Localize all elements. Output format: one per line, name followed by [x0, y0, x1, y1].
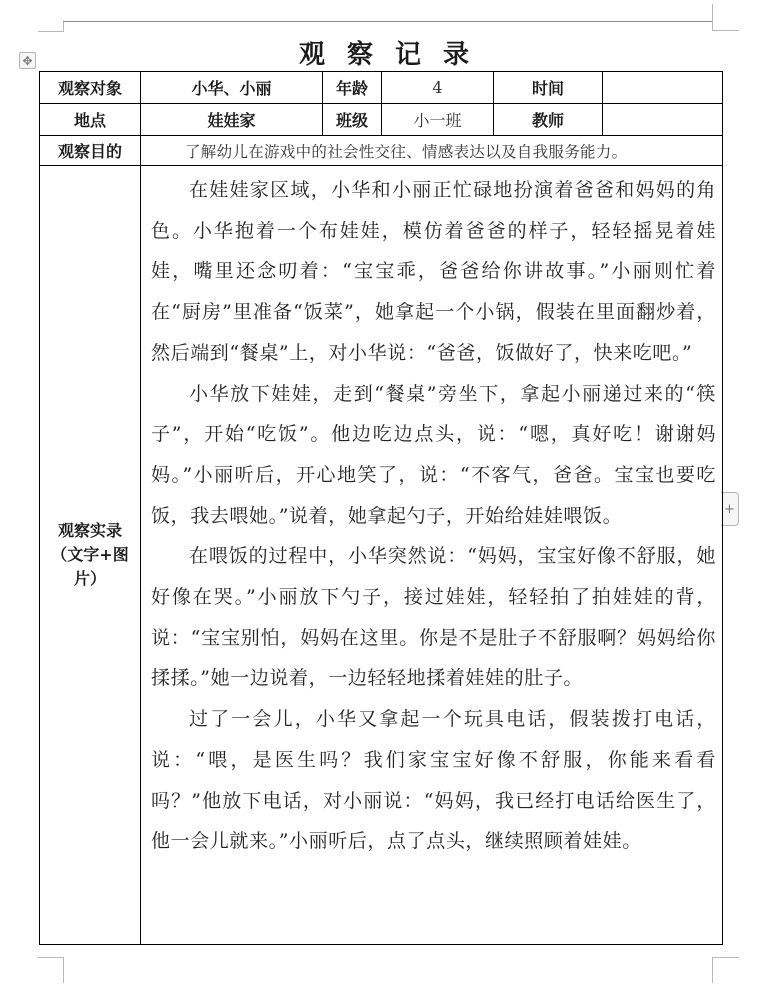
teacher-value-cell[interactable] [603, 104, 723, 136]
age-label: 年龄 [323, 72, 382, 104]
record-label-line-3: 片） [73, 569, 106, 588]
age-value-cell[interactable]: 4 [382, 72, 494, 104]
time-value-cell[interactable] [603, 72, 723, 104]
purpose-label: 观察目的 [40, 136, 141, 166]
table-move-handle-icon[interactable]: ✥ [19, 52, 36, 69]
record-label [40, 166, 141, 945]
record-paragraph: 小华放下娃娃，走到“餐桌”旁坐下，拿起小丽递过来的“筷子”，开始“吃饭”。他边吃边点头，说：“嗯，真好吃！谢谢妈妈。”小丽听后，开心地笑了，说：“不客气，爸爸。宝宝也要吃饭，我去喂她。”说着，她拿起勺子，开始给娃娃喂饭。 [151, 382, 716, 527]
header-margin-line [63, 21, 713, 22]
page-corner-mark-top-left [38, 22, 64, 32]
record-paragraph: 过了一会儿，小华又拿起一个玩具电话，假装拨打电话，说：“喂，是医生吗？我们家宝宝好像不舒服，你能来看看吗？”他放下电话，对小丽说：“妈妈，我已经打电话给医生了，他一会儿就来。”小丽听后，点了点头，继续照顾着娃娃。 [151, 708, 716, 853]
record-paragraph: 在娃娃家区域，小华和小丽正忙碌地扮演着爸爸和妈妈的角色。小华抱着一个布娃娃，模仿着爸爸的样子，轻轻摇晃着娃娃，嘴里还念叨着：“宝宝乖，爸爸给你讲故事。”小丽则忙着在“厨房”里准备“饭菜”，她拿起一个小锅，假装在里面翻炒着，然后端到“餐桌”上，对小华说：“爸爸，饭做好了，快来吃吧。” [151, 179, 716, 364]
location-value-cell[interactable]: 娃娃家 [141, 104, 323, 136]
observation-record-table [39, 71, 723, 945]
class-label: 班级 [323, 104, 382, 136]
table-row-purpose [40, 136, 723, 166]
location-label: 地点 [40, 104, 141, 136]
subject-label: 观察对象 [40, 72, 141, 104]
record-label-line-2: （文字+图 [51, 545, 129, 564]
teacher-label: 教师 [494, 104, 603, 136]
table-row-record [40, 166, 723, 945]
record-content-cell[interactable] [141, 166, 723, 945]
page-corner-mark-bottom-right [712, 957, 739, 983]
class-value-cell[interactable]: 小一班 [382, 104, 494, 136]
table-add-column-button[interactable]: + [721, 492, 739, 526]
page-corner-mark-top-right [712, 4, 739, 31]
subject-value-cell[interactable]: 小华、小丽 [141, 72, 323, 104]
purpose-value-cell[interactable]: 了解幼儿在游戏中的社会性交往、情感表达以及自我服务能力。 [141, 136, 723, 166]
table-row-location [40, 104, 723, 136]
time-label: 时间 [494, 72, 603, 104]
record-paragraph: 在喂饭的过程中，小华突然说：“妈妈，宝宝好像不舒服，她好像在哭。”小丽放下勺子，接过娃娃，轻轻拍了拍娃娃的背，说：“宝宝别怕，妈妈在这里。你是不是肚子不舒服啊？妈妈给你揉揉。”她一边说着，一边轻轻地揉着娃娃的肚子。 [151, 545, 716, 690]
page-corner-mark-bottom-left [38, 957, 64, 983]
page-title: 观察记录 [298, 40, 491, 70]
table-row-subject [40, 72, 723, 104]
record-label-line-1: 观察实录 [57, 521, 122, 540]
